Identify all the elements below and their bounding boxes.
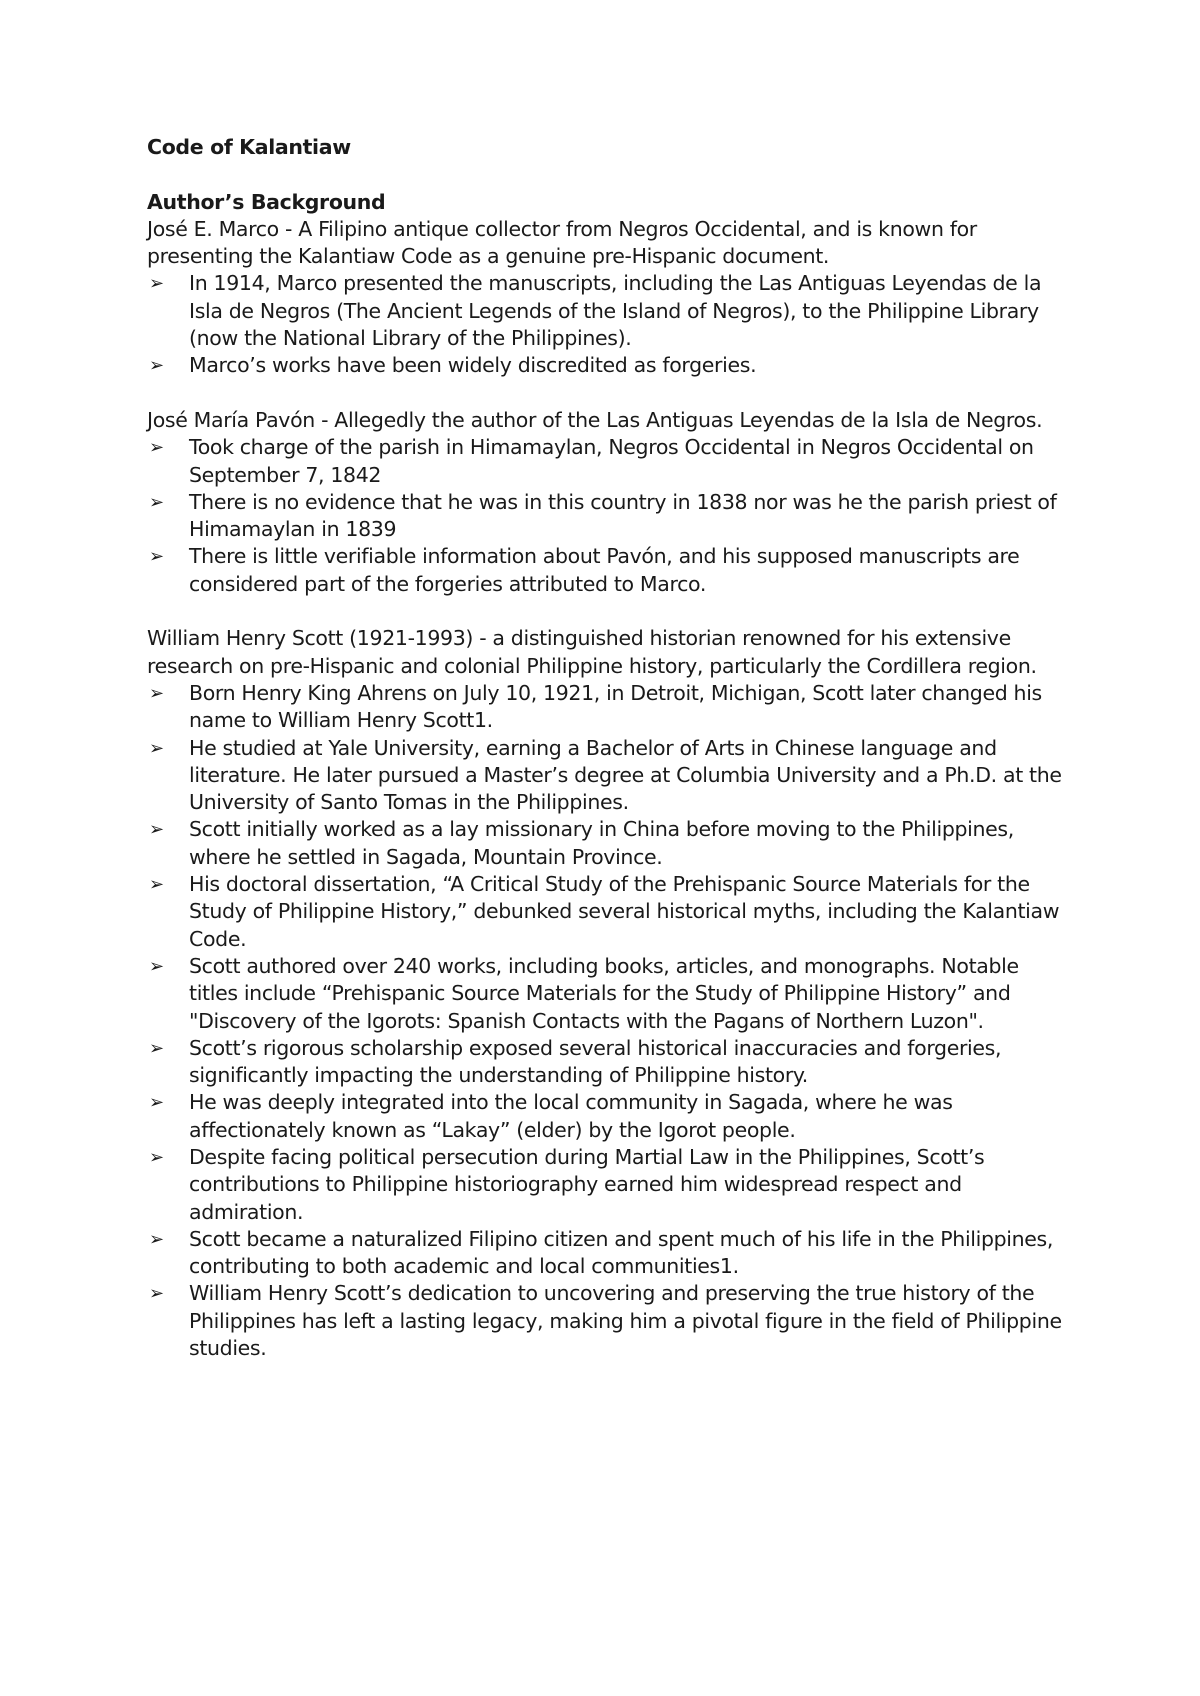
author-intro: José E. Marco - A Filipino antique collector from Negros Occidental, and is known for presenting the Kalantiaw Code as a genuine pre-Hispanic document. [147, 216, 977, 269]
document-page [147, 134, 1065, 1362]
blank-line [147, 161, 1065, 188]
arrowhead-bullet-icon: ➢ [149, 1037, 164, 1059]
arrowhead-bullet-icon: ➢ [149, 273, 164, 295]
list-item-text: He studied at Yale University, earning a Bachelor of Arts in Chinese language and literature. He later pursued a Master’s degree at Columbia University and a Ph.D. at the University of Santo Tomas in the Philippines. [189, 735, 1062, 815]
author-intro: José María Pavón - Allegedly the author of the Las Antiguas Leyendas de la Isla de Negros. [147, 407, 1043, 432]
arrowhead-bullet-icon: ➢ [149, 819, 164, 841]
section-heading: Author’s Background [147, 189, 386, 214]
author-intro: William Henry Scott (1921-1993) - a distinguished historian renowned for his extensive research on pre-Hispanic and colonial Philippine history, particularly the Cordillera region. [147, 626, 1037, 678]
bullet-list [147, 680, 1065, 1362]
list-item [147, 270, 1065, 352]
list-item [147, 352, 1065, 379]
list-item-text: Scott’s rigorous scholarship exposed several historical inaccuracies and forgeries, significantly impacting the understanding of Philippine history. [189, 1035, 1002, 1088]
list-item [147, 434, 1065, 489]
list-item-text: His doctoral dissertation, “A Critical Study of the Prehispanic Source Materials for the Study of Philippine History,” debunked several historical myths, including the Kalantiaw Code. [189, 872, 1060, 951]
list-item-text: In 1914, Marco presented the manuscripts, including the Las Antiguas Leyendas de la Isla de Negros (The Ancient Legends of the Island of Negros), to the Philippine Library (now the National Library of the Philippines). [189, 271, 1042, 351]
list-item [147, 489, 1065, 544]
blank-line [147, 598, 1065, 625]
list-item-text: Scott became a naturalized Filipino citizen and spent much of his life in the Philippines, contributing to both academic and local communities1. [189, 1226, 1054, 1279]
list-item [147, 953, 1065, 1035]
arrowhead-bullet-icon: ➢ [149, 1092, 164, 1114]
bullet-list [147, 270, 1065, 379]
list-item-text: William Henry Scott’s dedication to uncovering and preserving the true history of the Philippines has left a lasting legacy, making him a pivotal figure in the field of Philippine studies. [189, 1281, 1062, 1361]
arrowhead-bullet-icon: ➢ [149, 355, 164, 377]
list-item [147, 1089, 1065, 1144]
list-item-text: Scott initially worked as a lay missionary in China before moving to the Philippines, where he settled in Sagada, Mountain Province. [189, 817, 1014, 869]
list-item-text: There is little verifiable information about Pavón, and his supposed manuscripts are considered part of the forgeries attributed to Marco. [189, 544, 1020, 596]
list-item [147, 1035, 1065, 1090]
arrowhead-bullet-icon: ➢ [149, 437, 164, 459]
list-item [147, 1226, 1065, 1281]
list-item-text: Born Henry King Ahrens on July 10, 1921, in Detroit, Michigan, Scott later changed his name to William Henry Scott1. [189, 680, 1042, 733]
blank-line [147, 380, 1065, 407]
author-block-marco [147, 216, 1065, 380]
list-item [147, 735, 1065, 817]
list-item-text: Despite facing political persecution during Martial Law in the Philippines, Scott’s contributions to Philippine historiography earned him widespread respect and admiration. [189, 1144, 985, 1224]
list-item [147, 871, 1065, 953]
author-block-pavon [147, 407, 1065, 598]
list-item-text: Scott authored over 240 works, including books, articles, and monographs. Notable titles include “Prehispanic Source Materials for the Study of Philippine History” and "Discovery of the Igorots: Spanish Contacts with the Pagans of Northern Luzon". [189, 953, 1019, 1033]
arrowhead-bullet-icon: ➢ [149, 955, 164, 977]
list-item [147, 543, 1065, 598]
list-item [147, 816, 1065, 871]
arrowhead-bullet-icon: ➢ [149, 1146, 164, 1168]
bullet-list [147, 434, 1065, 598]
document-title: Code of Kalantiaw [147, 135, 351, 159]
list-item-text: Took charge of the parish in Himamaylan, Negros Occidental in Negros Occidental on September 7, 1842 [189, 435, 1034, 487]
arrowhead-bullet-icon: ➢ [149, 1228, 164, 1250]
list-item-text: He was deeply integrated into the local community in Sagada, where he was affectionately known as “Lakay” (elder) by the Igorot people. [189, 1090, 953, 1142]
arrowhead-bullet-icon: ➢ [149, 491, 164, 513]
arrowhead-bullet-icon: ➢ [149, 682, 164, 704]
arrowhead-bullet-icon: ➢ [149, 1283, 164, 1305]
arrowhead-bullet-icon: ➢ [149, 546, 164, 568]
list-item [147, 680, 1065, 735]
list-item [147, 1280, 1065, 1362]
arrowhead-bullet-icon: ➢ [149, 874, 164, 896]
arrowhead-bullet-icon: ➢ [149, 737, 164, 759]
list-item [147, 1144, 1065, 1226]
list-item-text: There is no evidence that he was in this country in 1838 nor was he the parish priest of Himamaylan in 1839 [189, 489, 1057, 542]
list-item-text: Marco’s works have been widely discredited as forgeries. [189, 353, 757, 378]
author-block-scott [147, 625, 1065, 1362]
